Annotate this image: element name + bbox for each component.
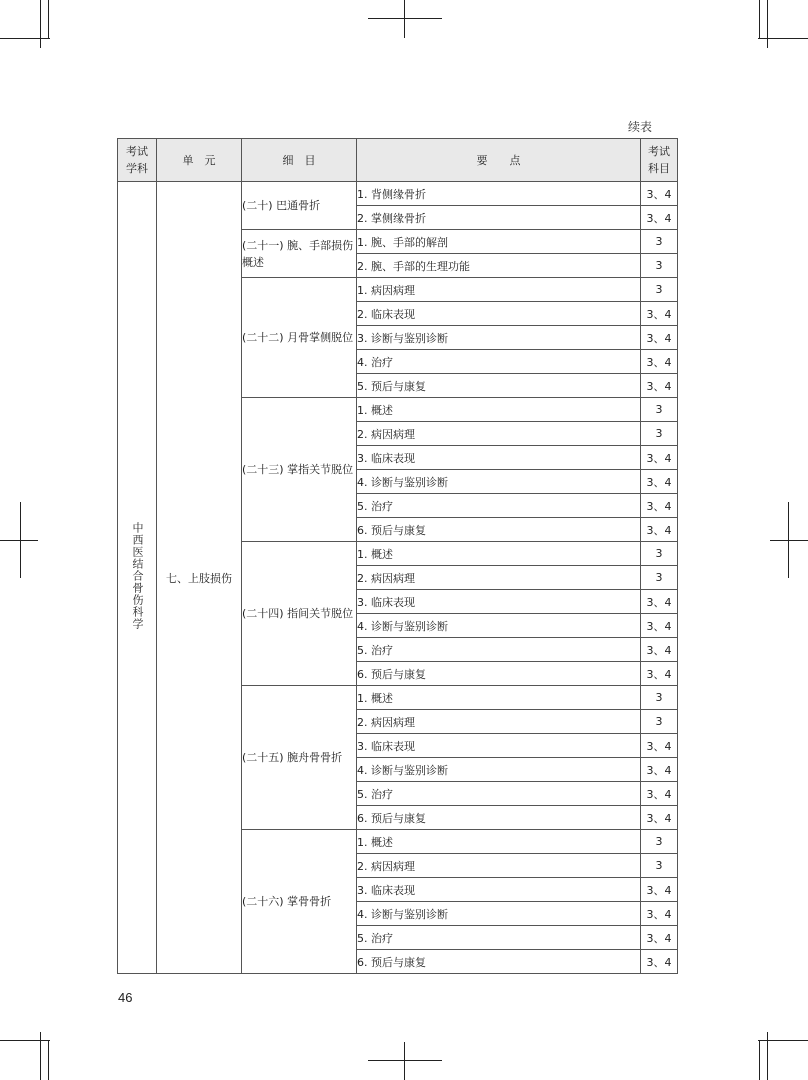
point-cell: 2. 病因病理 bbox=[357, 710, 641, 734]
item-cell: (二十二) 月骨掌侧脱位 bbox=[242, 278, 357, 398]
point-cell: 5. 治疗 bbox=[357, 782, 641, 806]
code-cell: 3、4 bbox=[641, 950, 678, 974]
header-code: 考试 科目 bbox=[641, 139, 678, 182]
code-cell: 3、4 bbox=[641, 662, 678, 686]
code-cell: 3 bbox=[641, 710, 678, 734]
code-cell: 3 bbox=[641, 422, 678, 446]
point-cell: 2. 掌侧缘骨折 bbox=[357, 206, 641, 230]
table-caption: 续表 bbox=[628, 120, 653, 134]
subject-cell bbox=[118, 182, 157, 974]
unit-cell: 七、上肢损伤 bbox=[157, 182, 242, 974]
point-cell: 3. 诊断与鉴别诊断 bbox=[357, 326, 641, 350]
code-cell: 3 bbox=[641, 278, 678, 302]
page-number: 46 bbox=[118, 990, 133, 1005]
code-cell: 3、4 bbox=[641, 518, 678, 542]
item-cell: (二十五) 腕舟骨骨折 bbox=[242, 686, 357, 830]
code-cell: 3、4 bbox=[641, 734, 678, 758]
code-cell: 3、4 bbox=[641, 350, 678, 374]
code-cell: 3、4 bbox=[641, 758, 678, 782]
code-cell: 3、4 bbox=[641, 494, 678, 518]
point-cell: 1. 背侧缘骨折 bbox=[357, 182, 641, 206]
point-cell: 4. 诊断与鉴别诊断 bbox=[357, 470, 641, 494]
code-cell: 3、4 bbox=[641, 590, 678, 614]
point-cell: 1. 概述 bbox=[357, 686, 641, 710]
code-cell: 3、4 bbox=[641, 902, 678, 926]
item-cell: (二十一) 腕、手部损伤概述 bbox=[242, 230, 357, 278]
code-cell: 3 bbox=[641, 566, 678, 590]
code-cell: 3、4 bbox=[641, 782, 678, 806]
subject-label: 中西医结合骨伤科学 bbox=[131, 522, 144, 630]
header-subject: 考试 学科 bbox=[118, 139, 157, 182]
point-cell: 4. 诊断与鉴别诊断 bbox=[357, 758, 641, 782]
point-cell: 2. 病因病理 bbox=[357, 566, 641, 590]
code-cell: 3、4 bbox=[641, 182, 678, 206]
code-cell: 3、4 bbox=[641, 470, 678, 494]
item-cell: (二十六) 掌骨骨折 bbox=[242, 830, 357, 974]
code-cell: 3 bbox=[641, 398, 678, 422]
code-cell: 3、4 bbox=[641, 806, 678, 830]
point-cell: 1. 病因病理 bbox=[357, 278, 641, 302]
point-cell: 5. 治疗 bbox=[357, 926, 641, 950]
point-cell: 4. 诊断与鉴别诊断 bbox=[357, 614, 641, 638]
code-cell: 3 bbox=[641, 686, 678, 710]
point-cell: 1. 概述 bbox=[357, 830, 641, 854]
point-cell: 4. 诊断与鉴别诊断 bbox=[357, 902, 641, 926]
syllabus-table bbox=[117, 138, 678, 974]
header-point: 要 点 bbox=[357, 139, 641, 182]
point-cell: 2. 病因病理 bbox=[357, 854, 641, 878]
code-cell: 3、4 bbox=[641, 446, 678, 470]
code-cell: 3、4 bbox=[641, 638, 678, 662]
point-cell: 3. 临床表现 bbox=[357, 878, 641, 902]
point-cell: 2. 临床表现 bbox=[357, 302, 641, 326]
point-cell: 1. 腕、手部的解剖 bbox=[357, 230, 641, 254]
point-cell: 5. 预后与康复 bbox=[357, 374, 641, 398]
point-cell: 1. 概述 bbox=[357, 398, 641, 422]
point-cell: 1. 概述 bbox=[357, 542, 641, 566]
code-cell: 3、4 bbox=[641, 926, 678, 950]
point-cell: 6. 预后与康复 bbox=[357, 518, 641, 542]
code-cell: 3 bbox=[641, 542, 678, 566]
code-cell: 3、4 bbox=[641, 326, 678, 350]
code-cell: 3、4 bbox=[641, 206, 678, 230]
point-cell: 5. 治疗 bbox=[357, 638, 641, 662]
table-row bbox=[118, 182, 678, 206]
item-cell: (二十四) 指间关节脱位 bbox=[242, 542, 357, 686]
point-cell: 2. 病因病理 bbox=[357, 422, 641, 446]
item-cell: (二十三) 掌指关节脱位 bbox=[242, 398, 357, 542]
item-cell: (二十) 巴通骨折 bbox=[242, 182, 357, 230]
code-cell: 3 bbox=[641, 230, 678, 254]
code-cell: 3、4 bbox=[641, 374, 678, 398]
point-cell: 4. 治疗 bbox=[357, 350, 641, 374]
point-cell: 6. 预后与康复 bbox=[357, 806, 641, 830]
header-item: 细 目 bbox=[242, 139, 357, 182]
point-cell: 3. 临床表现 bbox=[357, 590, 641, 614]
code-cell: 3 bbox=[641, 254, 678, 278]
point-cell: 3. 临床表现 bbox=[357, 446, 641, 470]
code-cell: 3 bbox=[641, 854, 678, 878]
code-cell: 3、4 bbox=[641, 614, 678, 638]
code-cell: 3、4 bbox=[641, 878, 678, 902]
point-cell: 5. 治疗 bbox=[357, 494, 641, 518]
code-cell: 3、4 bbox=[641, 302, 678, 326]
code-cell: 3 bbox=[641, 830, 678, 854]
point-cell: 6. 预后与康复 bbox=[357, 662, 641, 686]
header-unit: 单 元 bbox=[157, 139, 242, 182]
point-cell: 2. 腕、手部的生理功能 bbox=[357, 254, 641, 278]
point-cell: 6. 预后与康复 bbox=[357, 950, 641, 974]
point-cell: 3. 临床表现 bbox=[357, 734, 641, 758]
header-row bbox=[118, 139, 678, 182]
